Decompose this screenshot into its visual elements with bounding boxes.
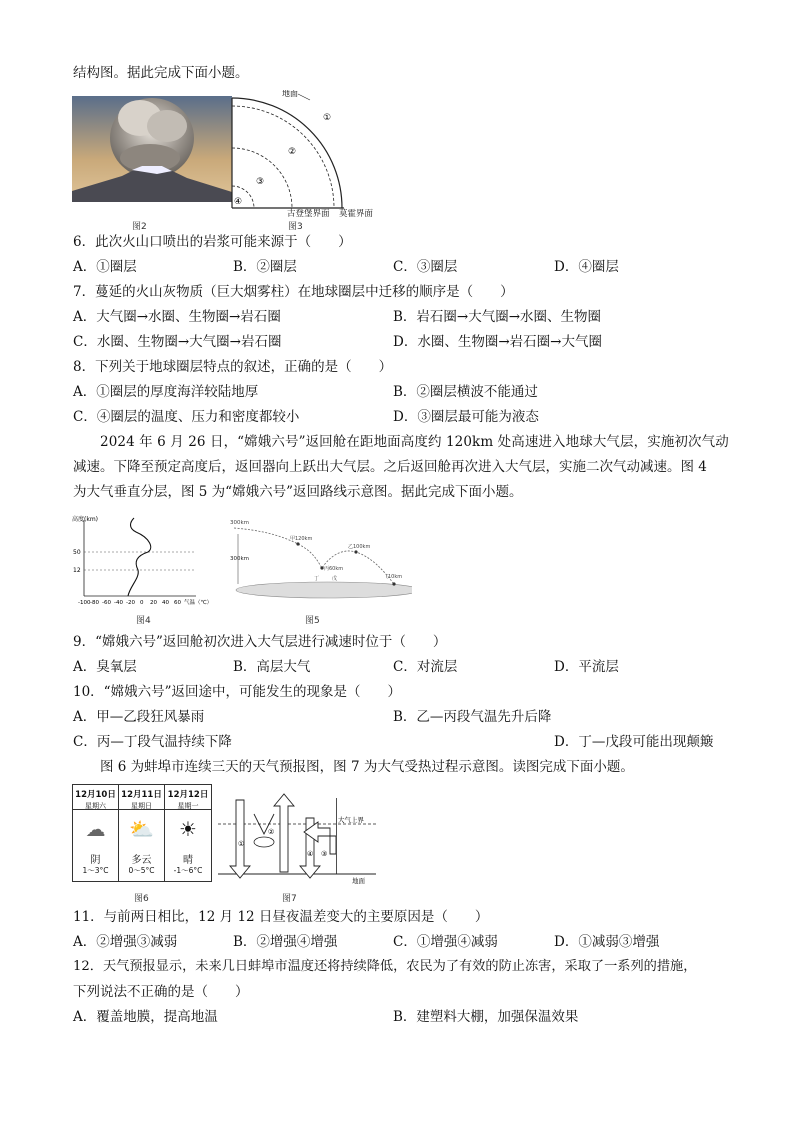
- figure-6-weather-forecast: [72, 784, 212, 882]
- question-7-stem: 7．蔓延的火山灰物质（巨大烟雾柱）在地球圈层中迁移的顺序是（ ）: [73, 284, 514, 300]
- x-tick: 0: [140, 600, 144, 606]
- q8-option-d: D．③圈层最可能为液态: [393, 409, 539, 425]
- question-12-stem-line-2: 下列说法不正确的是（ ）: [73, 984, 249, 1000]
- q10-option-b: B．乙—丙段气温先升后降: [393, 709, 552, 725]
- layer-1-label: ①: [323, 113, 332, 123]
- figure-2-caption: 图2: [132, 222, 147, 232]
- forecast-condition: 晴: [183, 855, 193, 866]
- arrow-4-label: ④: [307, 850, 314, 858]
- x-tick: -60: [102, 600, 111, 606]
- passage-2-line-3: 为大气垂直分层，图 5 为“嫦娥六号”返回路线示意图。据此完成下面小题。: [73, 484, 523, 500]
- q11-option-b: B．②增强④增强: [233, 934, 338, 950]
- y-tick-12: 12: [73, 567, 81, 574]
- temperature-curve: [128, 518, 151, 596]
- q6-option-a: A．①圈层: [73, 259, 137, 275]
- x-tick: 20: [150, 600, 157, 606]
- arrow-2-icon: [274, 794, 294, 872]
- forecast-weekday: 星期六: [85, 802, 106, 810]
- q6-option-b: B．②圈层: [233, 259, 297, 275]
- arrow-1-icon: [230, 800, 250, 878]
- figure-3-caption: 图3: [288, 222, 303, 232]
- x-tick: -40: [114, 600, 123, 606]
- figure-6-caption: 图6: [134, 894, 149, 904]
- figure-2-volcano-photo: [72, 96, 232, 202]
- gutenberg-boundary-label: 古登堡界面: [287, 209, 330, 219]
- passage-2-line-1: 2024 年 6 月 26 日，“嫦娥六号”返回舱在距地面高度约 120km 处高速进入地球大气层，实施初次气动: [100, 434, 729, 450]
- figure-3-earth-layers: [228, 90, 388, 216]
- figure-7-atmospheric-heating: [218, 788, 378, 884]
- point-10km-label: (10km: [386, 574, 403, 580]
- cloudy-icon: ☁: [85, 817, 106, 841]
- q9-option-b: B．高层大气: [233, 659, 311, 675]
- q8-option-a: A．①圈层的厚度海洋较陆地厚: [73, 384, 259, 400]
- point-jia-label: 甲120km: [290, 536, 313, 542]
- q10-option-d: D．丁—戊段可能出现颠簸: [554, 734, 714, 750]
- figure-5-caption: 图5: [305, 616, 320, 626]
- forecast-temperature: -1～6°C: [173, 866, 203, 875]
- layer-3-label: ③: [256, 177, 265, 187]
- forecast-date: 12月12日: [167, 790, 209, 800]
- figure-5-return-trajectory: [228, 514, 412, 612]
- q9-option-a: A．臭氧层: [73, 659, 137, 675]
- q11-option-d: D．①减弱③增强: [554, 934, 660, 950]
- passage-3: 图 6 为蚌埠市连续三天的天气预报图，图 7 为大气受热过程示意图。读图完成下面小题。: [100, 759, 634, 775]
- partly-cloudy-icon: ⛅: [129, 817, 154, 841]
- forecast-weekday: 星期日: [131, 802, 152, 810]
- x-tick: -100: [78, 600, 91, 606]
- forecast-condition: 多云: [131, 855, 152, 866]
- q10-option-c: C．丙—丁段气温持续下降: [73, 734, 232, 750]
- forecast-condition: 阴: [90, 855, 101, 866]
- question-11-stem: 11．与前两日相比，12 月 12 日昼夜温差变大的主要原因是（ ）: [73, 909, 489, 925]
- point-yi-label: 乙100km: [348, 544, 371, 550]
- question-9-stem: 9．“嫦娥六号”返回舱初次进入大气层进行减速时位于（ ）: [73, 634, 447, 650]
- forecast-date: 12月11日: [121, 790, 162, 800]
- forecast-weekday: 星期一: [177, 802, 199, 810]
- top-of-atmosphere-label: 大气上界: [338, 816, 364, 824]
- layer-2-label: ②: [288, 147, 297, 157]
- question-8-stem: 8．下列关于地球圈层特点的叙述，正确的是（ ）: [73, 359, 393, 375]
- q10-option-a: A．甲—乙段狂风暴雨: [73, 709, 205, 725]
- q6-option-d: D．④圈层: [554, 259, 619, 275]
- arrow-1-label: ①: [238, 840, 245, 848]
- figure-4-atmosphere-layers: [70, 512, 230, 612]
- intro-text: 结构图。据此完成下面小题。: [73, 65, 249, 81]
- label-300km-axis: 300km: [230, 556, 250, 562]
- question-6-stem: 6．此次火山口喷出的岩浆可能来源于（ ）: [73, 234, 352, 250]
- x-axis-label: 气温（℃）: [184, 600, 213, 606]
- forecast-temperature: 1～3°C: [82, 866, 109, 875]
- layer-4-label: ④: [234, 197, 243, 207]
- ground-label: 地面: [352, 877, 365, 884]
- arrow-3-label: ③: [321, 850, 328, 858]
- surface-label: 地面: [282, 90, 298, 98]
- q9-option-d: D．平流层: [554, 659, 619, 675]
- q7-option-d: D．水圈、生物圈→岩石圈→大气圈: [393, 334, 602, 350]
- figure-4-caption: 图4: [136, 616, 151, 626]
- question-10-stem: 10．“嫦娥六号”返回途中，可能发生的现象是（ ）: [73, 684, 401, 700]
- moho-boundary-label: 莫霍界面: [339, 209, 374, 219]
- question-12-stem-line-1: 12．天气预报显示，未来几日蚌埠市温度还将持续降低，农民为了有效的防止冻害，采取了一系列的措施，: [73, 959, 697, 974]
- sunny-icon: ☀: [179, 817, 197, 841]
- x-tick: 60: [174, 600, 181, 606]
- arrow-2-label: ②: [268, 828, 275, 836]
- point-wu-label: 戊: [332, 576, 338, 582]
- q8-option-b: B．②圈层横波不能通过: [393, 384, 538, 400]
- cloud-icon: [254, 837, 274, 847]
- q7-option-b: B．岩石圈→大气圈→水圈、生物圈: [393, 309, 602, 325]
- x-tick: 40: [162, 600, 169, 606]
- q11-option-a: A．②增强③减弱: [73, 934, 178, 950]
- y-tick-50: 50: [73, 549, 81, 556]
- figure-7-caption: 图7: [282, 894, 297, 904]
- q6-option-c: C．③圈层: [393, 259, 458, 275]
- y-axis-label: 高度(km): [72, 516, 99, 523]
- x-tick: -80: [90, 600, 99, 606]
- forecast-date: 12月10日: [75, 790, 116, 800]
- point-bing-label: 丙60km: [324, 566, 344, 572]
- q7-option-a: A．大气圈→水圈、生物圈→岩石圈: [73, 309, 281, 325]
- q12-option-a: A．覆盖地膜，提高地温: [73, 1009, 218, 1025]
- point-ding-label: 丁: [314, 576, 320, 582]
- x-tick: -20: [126, 600, 135, 606]
- forecast-temperature: 0～5°C: [128, 866, 155, 875]
- forecast-day-2: [119, 785, 165, 881]
- q11-option-c: C．①增强④减弱: [393, 934, 498, 950]
- q7-option-c: C．水圈、生物圈→大气圈→岩石圈: [73, 334, 282, 350]
- forecast-day-3: [165, 785, 211, 881]
- label-300km-top: 300km: [230, 520, 250, 526]
- forecast-day-1: [73, 785, 119, 881]
- passage-2-line-2: 减速。下降至预定高度后，返回器向上跃出大气层。之后返回舱再次进入大气层，实施二次气动减速。图 4: [73, 459, 707, 475]
- q9-option-c: C．对流层: [393, 659, 458, 675]
- q12-option-b: B．建塑料大棚，加强保温效果: [393, 1009, 579, 1025]
- volcano-image: [72, 96, 232, 202]
- q8-option-c: C．④圈层的温度、压力和密度都较小: [73, 409, 300, 425]
